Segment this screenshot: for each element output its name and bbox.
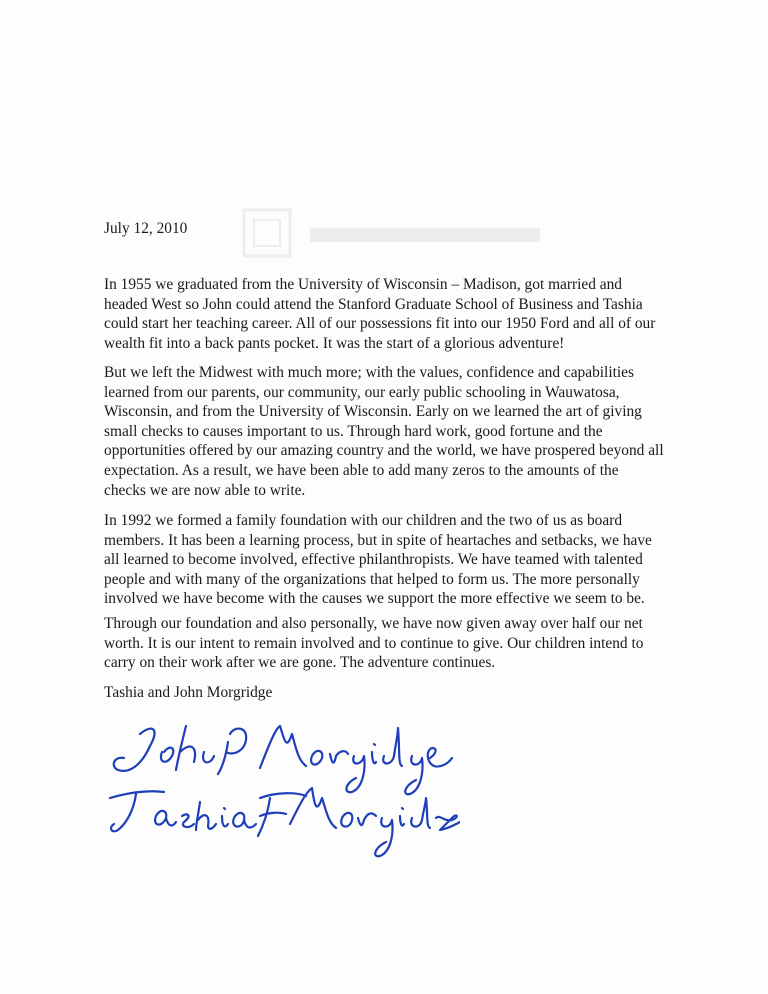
letter-paragraph-3: In 1992 we formed a family foundation with our children and the two of us as board members. It has been a learning process, but in spite of heartaches and setbacks, we have all learned to become involved, effective philanthropists. We have teamed with talented people and with many of the organizations that helped to form us. The more personally involved we have become with the causes we support the more effective we seem to be. [104,512,652,608]
letter-date: July 12, 2010 [104,220,188,237]
signature-drawing [100,712,460,872]
letter-paragraph-2: But we left the Midwest with much more; with the values, confidence and capabilities learned from our parents, our community, our early public schooling in Wauwatosa, Wisconsin, and from the University of Wisconsin. Early on we learned the art of giving small checks to causes important to us. Through hard work, good fortune and the opportunities offered by our amazing country and the world, we have prospered beyond all expectation. As a result, we have been able to add many zeros to the amounts of the checks we are now able to write. [104,364,664,499]
letter-paragraph-4: Through our foundation and also personally, we have now given away over half our net worth. It is our intent to remain involved and to continue to give. Our children intend to carry on their work after we are gone. The adventure continues. [104,615,644,672]
signature-tashia [110,788,460,856]
letter-closing: Tashia and John Morgridge [104,684,273,701]
letter-paragraph-1: In 1955 we graduated from the University of Wisconsin – Madison, got married and headed West so John could attend the Stanford Graduate School of Business and Tashia could start her teaching career. All of our possessions fit into our 1950 Ford and all of our wealth fit into a back pants pocket. It was the start of a glorious adventure! [104,276,656,352]
handwritten-signatures [100,712,460,872]
signature-john [114,726,452,794]
